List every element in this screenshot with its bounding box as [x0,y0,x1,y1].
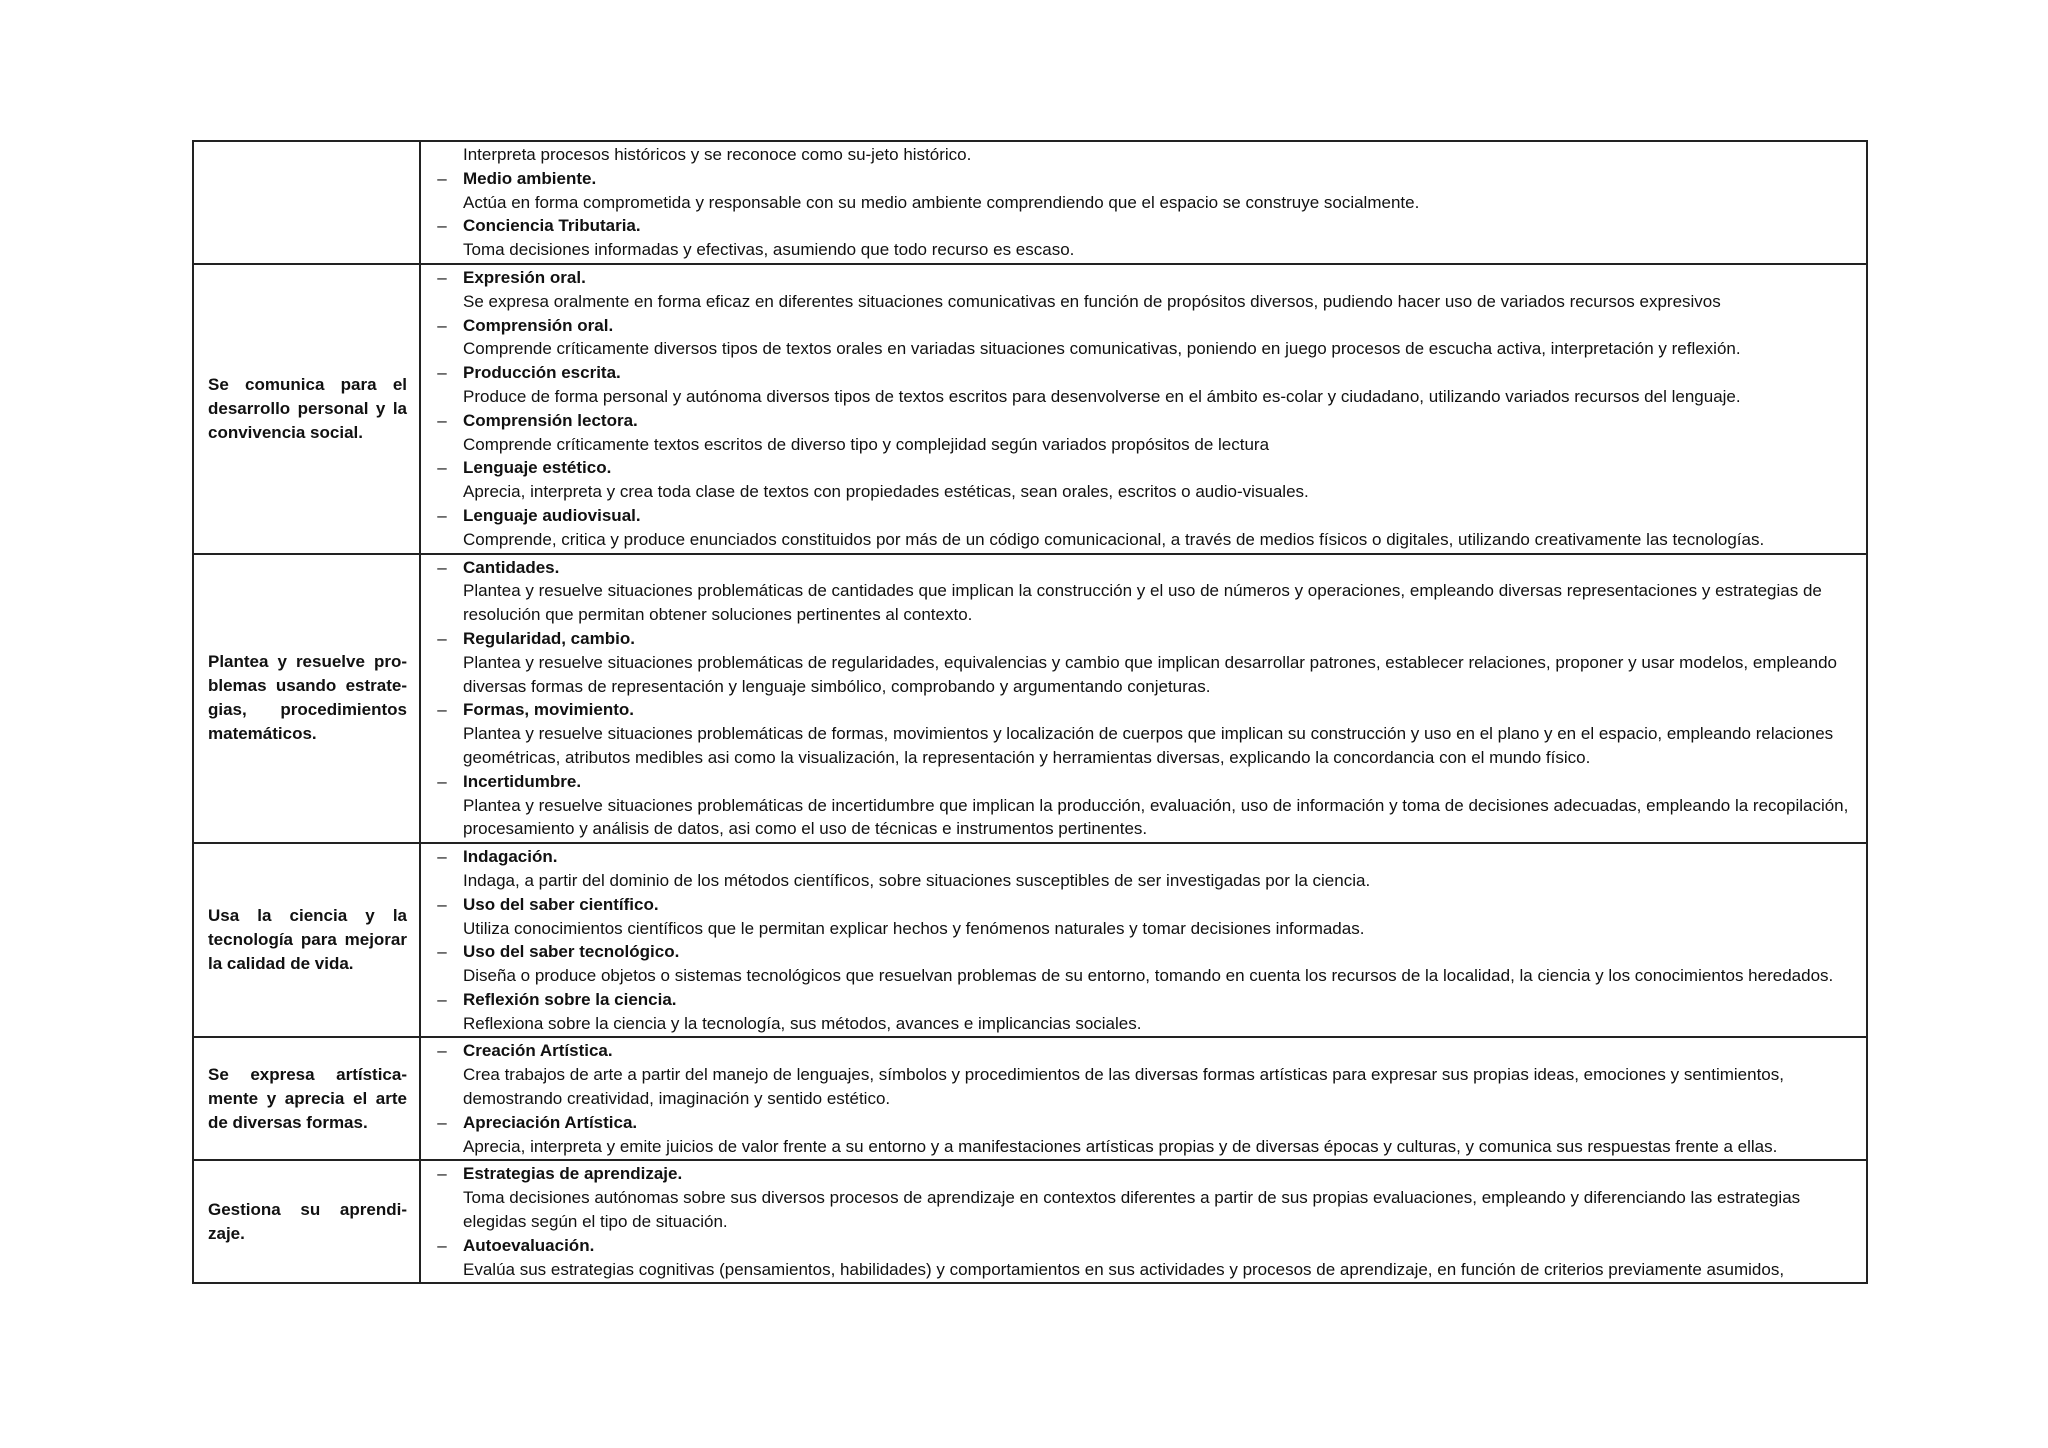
list-item [421,1234,1852,1282]
item-description: Aprecia, interpreta y emite juicios de valor frente a su entorno y a manifestaciones artísticas propias y de diversas épocas y culturas, y comunica sus respuestas frente a ellas. [463,1136,1778,1156]
item-heading [421,1111,1852,1135]
item-description: Evalúa sus estrategias cognitivas (pensamientos, habilidades) y comportamientos en sus actividades y procesos de aprendizaje, en función de criterios previamente asumidos, [463,1259,1785,1279]
item-description: Produce de forma personal y autónoma diversos tipos de textos escritos para desenvolverse en el ámbito es-colar y ciudadano, utilizando variados recursos del lenguaje. [463,386,1741,406]
dash-bullet: – [437,628,447,648]
item-heading [421,1039,1852,1063]
dash-bullet: – [437,894,447,914]
capacities-list [421,555,1866,843]
item-description: Toma decisiones autónomas sobre sus diversos procesos de aprendizaje en contextos diferentes a partir de sus propias evaluaciones, empleando y diferenciando las estrategias elegidas según el tipo de situación. [463,1188,1801,1232]
competency-cell [193,554,420,844]
capacities-list [421,844,1866,1036]
item-heading [421,627,1852,651]
list-item [421,504,1852,552]
dash-bullet: – [437,410,447,430]
item-heading [421,266,1852,290]
item-title: Lenguaje audiovisual. [463,505,641,525]
competency-label: Se comunica para el desarrollo personal y la convivencia social. [208,374,407,442]
capacities-cell [420,141,1867,264]
capacities-list [421,265,1866,553]
capacities-list [421,142,1866,263]
item-heading [421,1234,1852,1258]
table-body [193,141,1867,1283]
item-title: Autoevaluación. [463,1235,595,1255]
dash-bullet: – [437,1112,447,1132]
item-title: Comprensión lectora. [463,410,638,430]
item-title: Indagación. [463,847,558,867]
item-description: Aprecia, interpreta y crea toda clase de textos con propiedades estéticas, sean orales, escritos o audio-visuales. [463,482,1309,502]
item-description: Plantea y resuelve situaciones problemáticas de regularidades, equivalencias y cambio que implican desarrollar patrones, establecer relaciones, proponer y usar modelos, empleando diversas formas de representación y lenguaje simbólico, comprobando y argumentando conjeturas. [463,652,1837,696]
item-title: Medio ambiente. [463,168,597,188]
item-title: Regularidad, cambio. [463,628,635,648]
capacities-cell [420,1037,1867,1160]
item-description: Actúa en forma comprometida y responsable con su medio ambiente comprendiendo que el espacio se construye socialmente. [463,192,1420,212]
item-description: Toma decisiones informadas y efectivas, asumiendo que todo recurso es escaso. [463,240,1075,260]
item-title: Reflexión sobre la ciencia. [463,989,677,1009]
item-heading [421,214,1852,238]
table-row [193,264,1867,554]
item-heading [421,698,1852,722]
dash-bullet: – [437,216,447,236]
competency-label: Gestiona su aprendi-zaje. [208,1199,407,1243]
item-heading [421,361,1852,385]
competencies-table [192,140,1868,1284]
item-title: Cantidades. [463,557,560,577]
item-title: Producción escrita. [463,363,621,383]
item-description: Indaga, a partir del dominio de los métodos científicos, sobre situaciones susceptibles de ser investigadas por la ciencia. [463,870,1371,890]
item-heading [421,409,1852,433]
list-item [421,143,1852,167]
list-item [421,314,1852,362]
list-item [421,361,1852,409]
item-description: Plantea y resuelve situaciones problemáticas de formas, movimientos y localización de cuerpos que implican su construcción y uso en el plano y en el espacio, empleando relaciones geométricas, atributos medibles asi como la visualización, la representación y herramientas diversas, explicando la concordancia con el mundo físico. [463,724,1834,767]
list-item [421,456,1852,504]
item-heading [421,167,1852,191]
item-heading [421,893,1852,917]
item-heading [421,1162,1852,1186]
competency-cell [193,1037,420,1160]
item-description: Diseña o produce objetos o sistemas tecnológicos que resuelvan problemas de su entorno, tomando en cuenta los recursos de la localidad, la ciencia y los conocimientos heredados. [463,966,1834,986]
item-title: Comprensión oral. [463,315,614,335]
capacities-list [421,1161,1866,1282]
dash-bullet: – [437,1041,447,1061]
list-item [421,214,1852,262]
competency-label: Usa la ciencia y la tecnología para mejorar la calidad de vida. [208,906,407,974]
dash-bullet: – [437,557,447,577]
item-heading [421,845,1852,869]
dash-bullet: – [437,771,447,791]
list-item [421,627,1852,698]
item-heading [421,770,1852,794]
list-item [421,1039,1852,1110]
item-title: Estrategias de aprendizaje. [463,1164,683,1184]
dash-bullet: – [437,700,447,720]
item-heading [421,940,1852,964]
table-row [193,843,1867,1037]
competency-label: Plantea y resuelve pro-blemas usando estrate-gias, procedimientos matemáticos. [208,652,407,744]
competency-cell [193,1160,420,1283]
competency-label: Se expresa artística-mente y aprecia el arte de diversas formas. [208,1064,407,1132]
item-title: Conciencia Tributaria. [463,216,641,236]
dash-bullet: – [437,458,447,478]
list-item [421,770,1852,841]
competency-cell [193,843,420,1037]
item-title: Incertidumbre. [463,771,582,791]
list-item [421,698,1852,769]
list-item [421,266,1852,314]
item-heading [421,556,1852,580]
item-description: Reflexiona sobre la ciencia y la tecnología, sus métodos, avances e implicancias sociales. [463,1013,1142,1033]
capacities-cell [420,264,1867,554]
competency-cell [193,264,420,554]
table-row [193,1037,1867,1160]
competency-cell [193,141,420,264]
table-row [193,141,1867,264]
item-description: Comprende críticamente textos escritos de diverso tipo y complejidad según variados propósitos de lectura [463,434,1270,454]
item-title: Uso del saber tecnológico. [463,942,680,962]
table-row [193,1160,1867,1283]
capacities-cell [420,843,1867,1037]
item-heading [421,456,1852,480]
dash-bullet: – [437,267,447,287]
item-title: Expresión oral. [463,267,586,287]
item-title: Uso del saber científico. [463,894,659,914]
dash-bullet: – [437,505,447,525]
item-title: Lenguaje estético. [463,458,612,478]
dash-bullet: – [437,942,447,962]
capacities-cell [420,1160,1867,1283]
dash-bullet: – [437,363,447,383]
item-description: Comprende críticamente diversos tipos de textos orales en variadas situaciones comunicativas, poniendo en juego procesos de escucha activa, interpretación y reflexión. [463,339,1741,359]
item-title: Creación Artística. [463,1041,613,1061]
dash-bullet: – [437,1235,447,1255]
item-heading [421,314,1852,338]
list-item [421,409,1852,457]
item-title: Apreciación Artística. [463,1112,638,1132]
list-item [421,940,1852,988]
list-item [421,1162,1852,1233]
table-row [193,554,1867,844]
item-description: Plantea y resuelve situaciones problemáticas de incertidumbre que implican la producción, evaluación, uso de información y toma de decisiones adecuadas, empleando la recopilación, procesamiento y análisis de datos, asi como el uso de técnicas e instrumentos pertinentes. [463,795,1849,839]
dash-bullet: – [437,315,447,335]
list-item [421,1111,1852,1159]
item-description: Utiliza conocimientos científicos que le permitan explicar hechos y fenómenos naturales y tomar decisiones informadas. [463,918,1365,938]
list-item [421,893,1852,941]
item-description: Interpreta procesos históricos y se reconoce como su-jeto histórico. [463,145,972,164]
item-title: Formas, movimiento. [463,700,634,720]
item-description: Crea trabajos de arte a partir del manejo de lenguajes, símbolos y procedimientos de las diversas formas artísticas para expresar sus propias ideas, emociones y sentimientos, demostrando creatividad, imaginación y sentido estético. [463,1065,1784,1109]
item-description: Se expresa oralmente en forma eficaz en diferentes situaciones comunicativas en función de propósitos diversos, pudiendo hacer uso de variados recursos expresivos [463,291,1721,311]
list-item [421,988,1852,1036]
dash-bullet: – [437,847,447,867]
dash-bullet: – [437,1164,447,1184]
list-item [421,556,1852,627]
list-item [421,845,1852,893]
dash-bullet: – [437,168,447,188]
item-heading [421,504,1852,528]
item-heading [421,988,1852,1012]
capacities-list [421,1038,1866,1159]
capacities-cell [420,554,1867,844]
list-item [421,167,1852,215]
dash-bullet: – [437,989,447,1009]
item-description: Plantea y resuelve situaciones problemáticas de cantidades que implican la construcción y el uso de números y operaciones, empleando diversas representaciones y estrategias de resolución que permitan obtener soluciones pertinentes al contexto. [463,581,1822,625]
item-description: Comprende, critica y produce enunciados constituidos por más de un código comunicacional, a través de medios físicos o digitales, utilizando creativamente las tecnologías. [463,529,1765,549]
